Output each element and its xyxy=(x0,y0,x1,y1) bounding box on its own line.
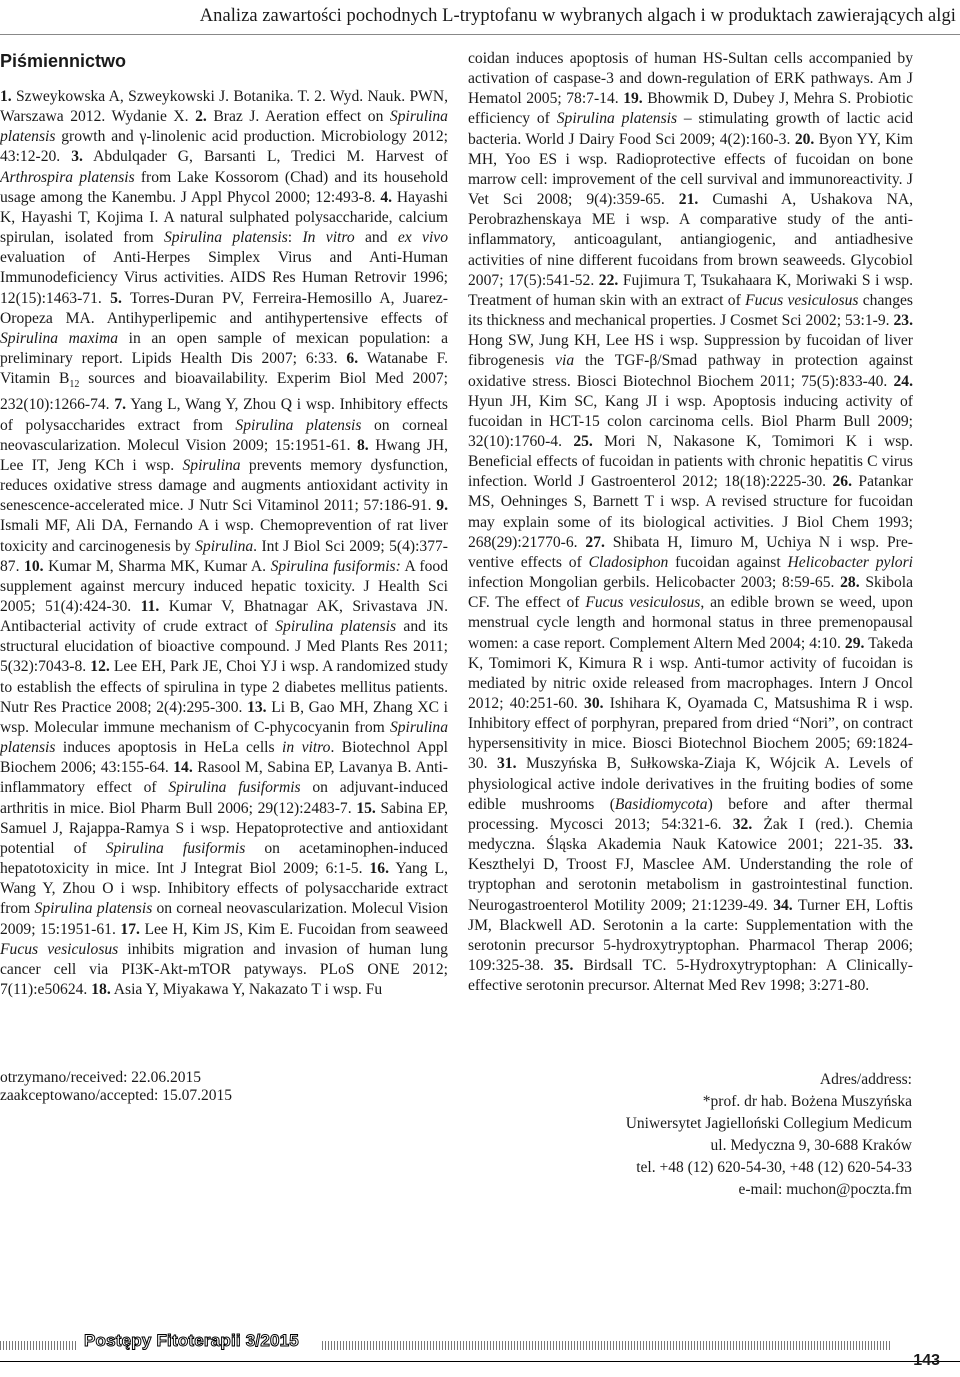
header-rule xyxy=(0,34,960,35)
article-dates xyxy=(0,1069,232,1106)
references-column-left: 1. Szweykowska A, Szweykowski J. Botanika. T. 2. Wyd. Nauk. PWN, Warszawa 2012. Wydanie X. 2. Braz J. Aeration effect on Spirulina platensis growth and γ-linolenic acid production. Microbiology 2012; 43:12-20. 3. Abdulqader G, Barsanti L, Tredici M. Harvest of Arthrospira platensis from Lake Kossorom (Chad) and its household usage among the Kanembu. J Appl Phycol 2000; 12:493-8. 4. Hayashi K, Hayashi T, Kojima I. A natural sulphated polysaccharide, calcium spirulan, isolated from Spirulina platensis: In vitro and ex vivo evaluation of Anti-Herpes Simplex Virus and Anti-Human Immunodeficiency Virus activities. AIDS Res Human Retrovir 1996; 12(15):1463-71. 5. Torres-Duran PV, Ferreira-Hemosillo A, Juarez-Oropeza MA. Antihyperlipemic and antihypertensive effects of Spirulina maxima in an open sample of mexican population: a preliminary report. Lipids Health Dis 2007; 6:33. 6. Watanabe F. Vitamin $B_{12}$ sources and bioavailability. Experim Biol Med 2007; 232(10):1266-74. 7. Yang L, Wang Y, Zhou Q i wsp. Inhibitory effects of polysaccharides extract from Spirulina platensis on corneal neovascularization. Molecul Vision 2009; 15:1951-61. 8. Hwang JH, Lee IT, Jeng KCh i wsp. Spirulina prevents memory dysfunction, reduces oxidative stress damage and augments antioxidant activity in senescence-accelerated mice. J Nutr Sci Vitaminol 2011; 57:186-91. 9. Ismali MF, Ali DA, Fernando A i wsp. Chemoprevention of rat liver toxicity and carcinogenesis by Spirulina. Int J Biol Sci 2009; 5(4):377-87. 10. Kumar M, Sharma MK, Kumar A. Spirulina fusiformis: A food supplement against mercury induced hepatic toxicity. J Health Sci 2005; 51(4):424-30. 11. Kumar V, Bhatnagar AK, Srivastava JN. Antibacterial activity of crude extract of Spirulina platensis and its structural elucidation of bioactive compound. J Med Plants Res 2011; 5(32):7043-8. 12. Lee EH, Park JE, Choi YJ i wsp. A randomized study to establish the effects of spirulina in type 2 diabetes mellitus patients. Nutr Res Practice 2008; 2(4):295-300. 13. Li B, Gao MH, Zhang XC i wsp. Molecular immune mechanism of C-phycocyanin from Spirulina platensis induces apoptosis in HeLa cells in vitro. Biotechnol Appl Biochem 2006; 43:155-64. 14. Rasool M, Sabina EP, Lavanya B. Anti-inflammatory effect of Spirulina fusiformis on adjuvant-induced arthritis in mice. Biol Pharm Bull 2006; 29(12):2483-7. 15. Sabina EP, Samuel J, Rajappa-Ramya S i wsp. Hepatoprotective and antioxidant potential of Spirulina fusiformis on acetaminophen-induced hepatotoxicity in mice. Int J Integrat Biol 2009; 6:1-5. 16. Yang L, Wang Y, Zhou O i wsp. Inhibitory effects of polysaccharide extract from Spirulina platensis on corneal neovascularization. Molecul Vision 2009; 15:1951-61. 17. Lee H, Kim JS, Kim E. Fucoidan from seaweed Fucus vesiculosus inhibits migration and invasion of human lung cancer cell via PI3K-Akt-mTOR patyways. PLoS ONE 2012; 7(11):e50624. 18. Asia Y, Miyakawa Y, Nakazato T i wsp. Fu xyxy=(0,88,449,998)
journal-name: Postępy Fitoterapii 3/2015 xyxy=(84,1331,299,1350)
section-title: Piśmiennictwo xyxy=(0,51,127,71)
footer-hatch-left xyxy=(0,1341,78,1350)
references-column-right: coidan induces apoptosis of human HS-Sultan cells accompanied by activation of caspase-3 and down-regulation of ERK pathways. Am J Hematol 2005; 78:7-14. 19. Bhowmik D, Dubey J, Mehra S. Probiotic efficiency of Spirulina platensis – stimulating growth of lactic acid bacteria. World J Dairy Food Sci 2009; 4(2):160-3. 20. Byon YY, Kim MH, Yoo ES i wsp. Radioprotective effects of fucoidan on bone marrow cell: improvement of the cell survival and immunoreactivity. J Vet Sci 2008; 9(4):359-65. 21. Cumashi A, Ushakova NA, Perobrazhenskaya ME i wsp. A comparative study of the anti-inflammatory, anticoagulant, antiangiogenic, and antiadhesive activities of nine different fucoidans from brown seaweeds. Glycobiol 2007; 17(5):541-52. 22. Fujimura T, Tsukahaara K, Moriwaki S i wsp. Treatment of human skin with an extract of Fucus vesiculosus changes its thickness and mechanical properties. J Cosmet Sci 2002; 53:1-9. 23. Hong SW, Jung KH, Lee HS i wsp. Suppression by fucoidan of liver fibrogenesis via the TGF-β/Smad pathway in protection against oxidative stress. Biosci Biotechnol Biochem 2011; 75(5):833-40. 24. Hyun JH, Kim SC, Kang JI i wsp. Apoptosis inducing activity of fucoidan in HCT-15 colon carcinoma cells. Biol Pharm Bull 2009; 32(10):1760-4. 25. Mori N, Nakasone K, Tomimori K i wsp. Beneficial effects of fucoidan in patients with chronic hepatitis C virus infection. World J Gastroenterol 2012; 18(18):2225-30. 26. Patankar MS, Oehninges S, Barnett T i wsp. A revised structure for fucoidan may explain some of its biological activities. J Biol Chem 1993; 268(29):21770-6. 27. Shibata H, Iimuro M, Uchiya N i wsp. Preventive effects of Cladosiphon fucoidan against Helicobacter pylori infection Mongolian gerbils. Helicobacter 2003; 8:59-65. 28. Skibola CF. The effect of Fucus vesiculosus, an edible brown se weed, upon menstrual cycle length and hormonal status in three premenopausal women: a case report. Complement Altern Med 2004; 4:10. 29. Takeda K, Tomimori K, Kimura R i wsp. Anti-tumor activity of fucoidan is mediated by nitric oxide released from macrophages. Intern J Oncol 2012; 40:251-60. 30. Ishihara K, Oyamada C, Matsushima R i wsp. Inhibitory effect of porphyran, prepared from dried “Nori”, on contract hypersensitivity in mice. Biosci Biotechnol Biochem 2005; 69:1824-30. 31. Muszyńska B, Sułkowska-Ziaja K, Wójcik A. Levels of physiological active indole derivatives in the fruiting bodies of some edible mushrooms (Basidiomycota) before and after thermal processing. Mycosci 2013; 54:321-6. 32. Żak I (red.). Chemia medyczna. Śląska Akademia Nauk Katowice 2001; 221-35. 33. Keszthelyi D, Troost FJ, Masclee AM. Understanding the role of tryptophan and serotonin metabolism in gastrointestinal function. Neurogastroenterol Motility 2009; 21:1239-49. 34. Turner EH, Loftis JM, Blackwell AD. Serotonin a la carte: Supplementation with the serotonin precursor 5-hydroxytryptophan. Pharmacol Therap 2006; 109:325-38. 35. Birdsall TC. 5-Hydroxytryptophan: A Clinically-effective serotonin precursor. Alternat Med Rev 1998; 3:271-80. xyxy=(468,50,914,995)
footer-hatch-right xyxy=(322,1341,892,1350)
running-header: Analiza zawartości pochodnych L-tryptofanu w wybranych algach i w produktach zawierających algi xyxy=(199,6,956,26)
author-email: e-mail: muchon@poczta.fm xyxy=(738,1181,912,1198)
author-institution: Uniwersytet Jagielloński Collegium Medicum xyxy=(625,1115,912,1132)
accepted-date: zaakceptowano/accepted: 15.07.2015 xyxy=(0,1087,232,1105)
address-label: Adres/address: xyxy=(819,1071,912,1088)
correspondence-address xyxy=(626,1069,912,1201)
footer-rule xyxy=(0,1361,960,1362)
received-date: otrzymano/received: 22.06.2015 xyxy=(0,1069,202,1086)
author-name: *prof. dr hab. Bożena Muszyńska xyxy=(702,1093,912,1110)
author-phone: tel. +48 (12) 620-54-30, +48 (12) 620-54-33 xyxy=(636,1159,912,1176)
author-street: ul. Medyczna 9, 30-688 Kraków xyxy=(710,1137,912,1154)
page-number: 143 xyxy=(913,1352,940,1369)
